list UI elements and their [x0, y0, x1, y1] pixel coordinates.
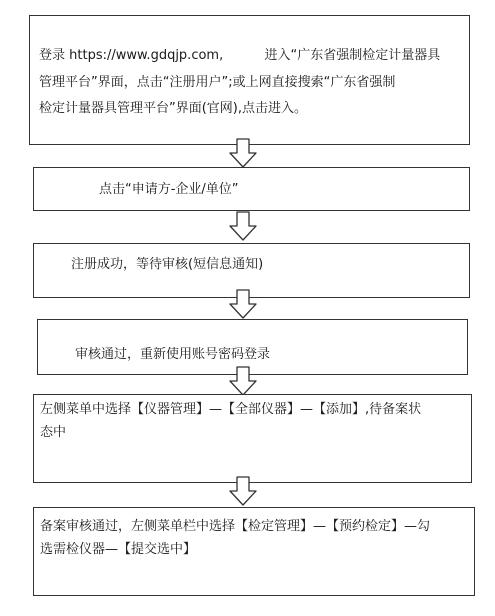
flow-step-2-text: 点击“申请方-企业/单位” — [99, 182, 239, 197]
flow-step-5-box — [33, 394, 472, 483]
hollow-down-arrow-icon — [228, 138, 258, 168]
flow-step-5-line-2: 态中 — [40, 424, 67, 440]
flow-step-3-text: 注册成功，等待审核(短信息通知) — [71, 257, 264, 272]
flow-step-6-box — [33, 507, 475, 596]
hollow-down-arrow-icon — [228, 289, 258, 319]
flow-step-4-text: 审核通过，重新使用账号密码登录 — [75, 347, 271, 362]
flow-step-5-line-1: 左侧菜单中选择【仪器管理】—【全部仪器】—【添加】,待备案状 — [40, 402, 422, 417]
hollow-down-arrow-icon — [228, 366, 258, 396]
flow-step-1-line-1: 登录 https://www.gdqjp.com, 进入“广东省强制检定计量器具 — [39, 48, 441, 63]
flow-step-1-box — [29, 15, 470, 145]
hollow-down-arrow-icon — [228, 476, 258, 506]
hollow-down-arrow-icon — [228, 211, 258, 241]
flow-step-6-line-1: 备案审核通过，左侧菜单栏中选择【检定管理】—【预约检定】—勾 — [40, 519, 431, 534]
flow-step-1-line-3: 检定计量器具管理平台”界面(官网),点击进入。 — [39, 101, 308, 117]
flow-step-6-line-2: 选需检仪器—【提交选中】 — [40, 541, 197, 557]
flow-step-2-box — [33, 167, 470, 211]
flow-step-1-line-2: 管理平台”界面，点击“注册用户”;或上网直接搜索“广东省强制 — [39, 74, 396, 90]
